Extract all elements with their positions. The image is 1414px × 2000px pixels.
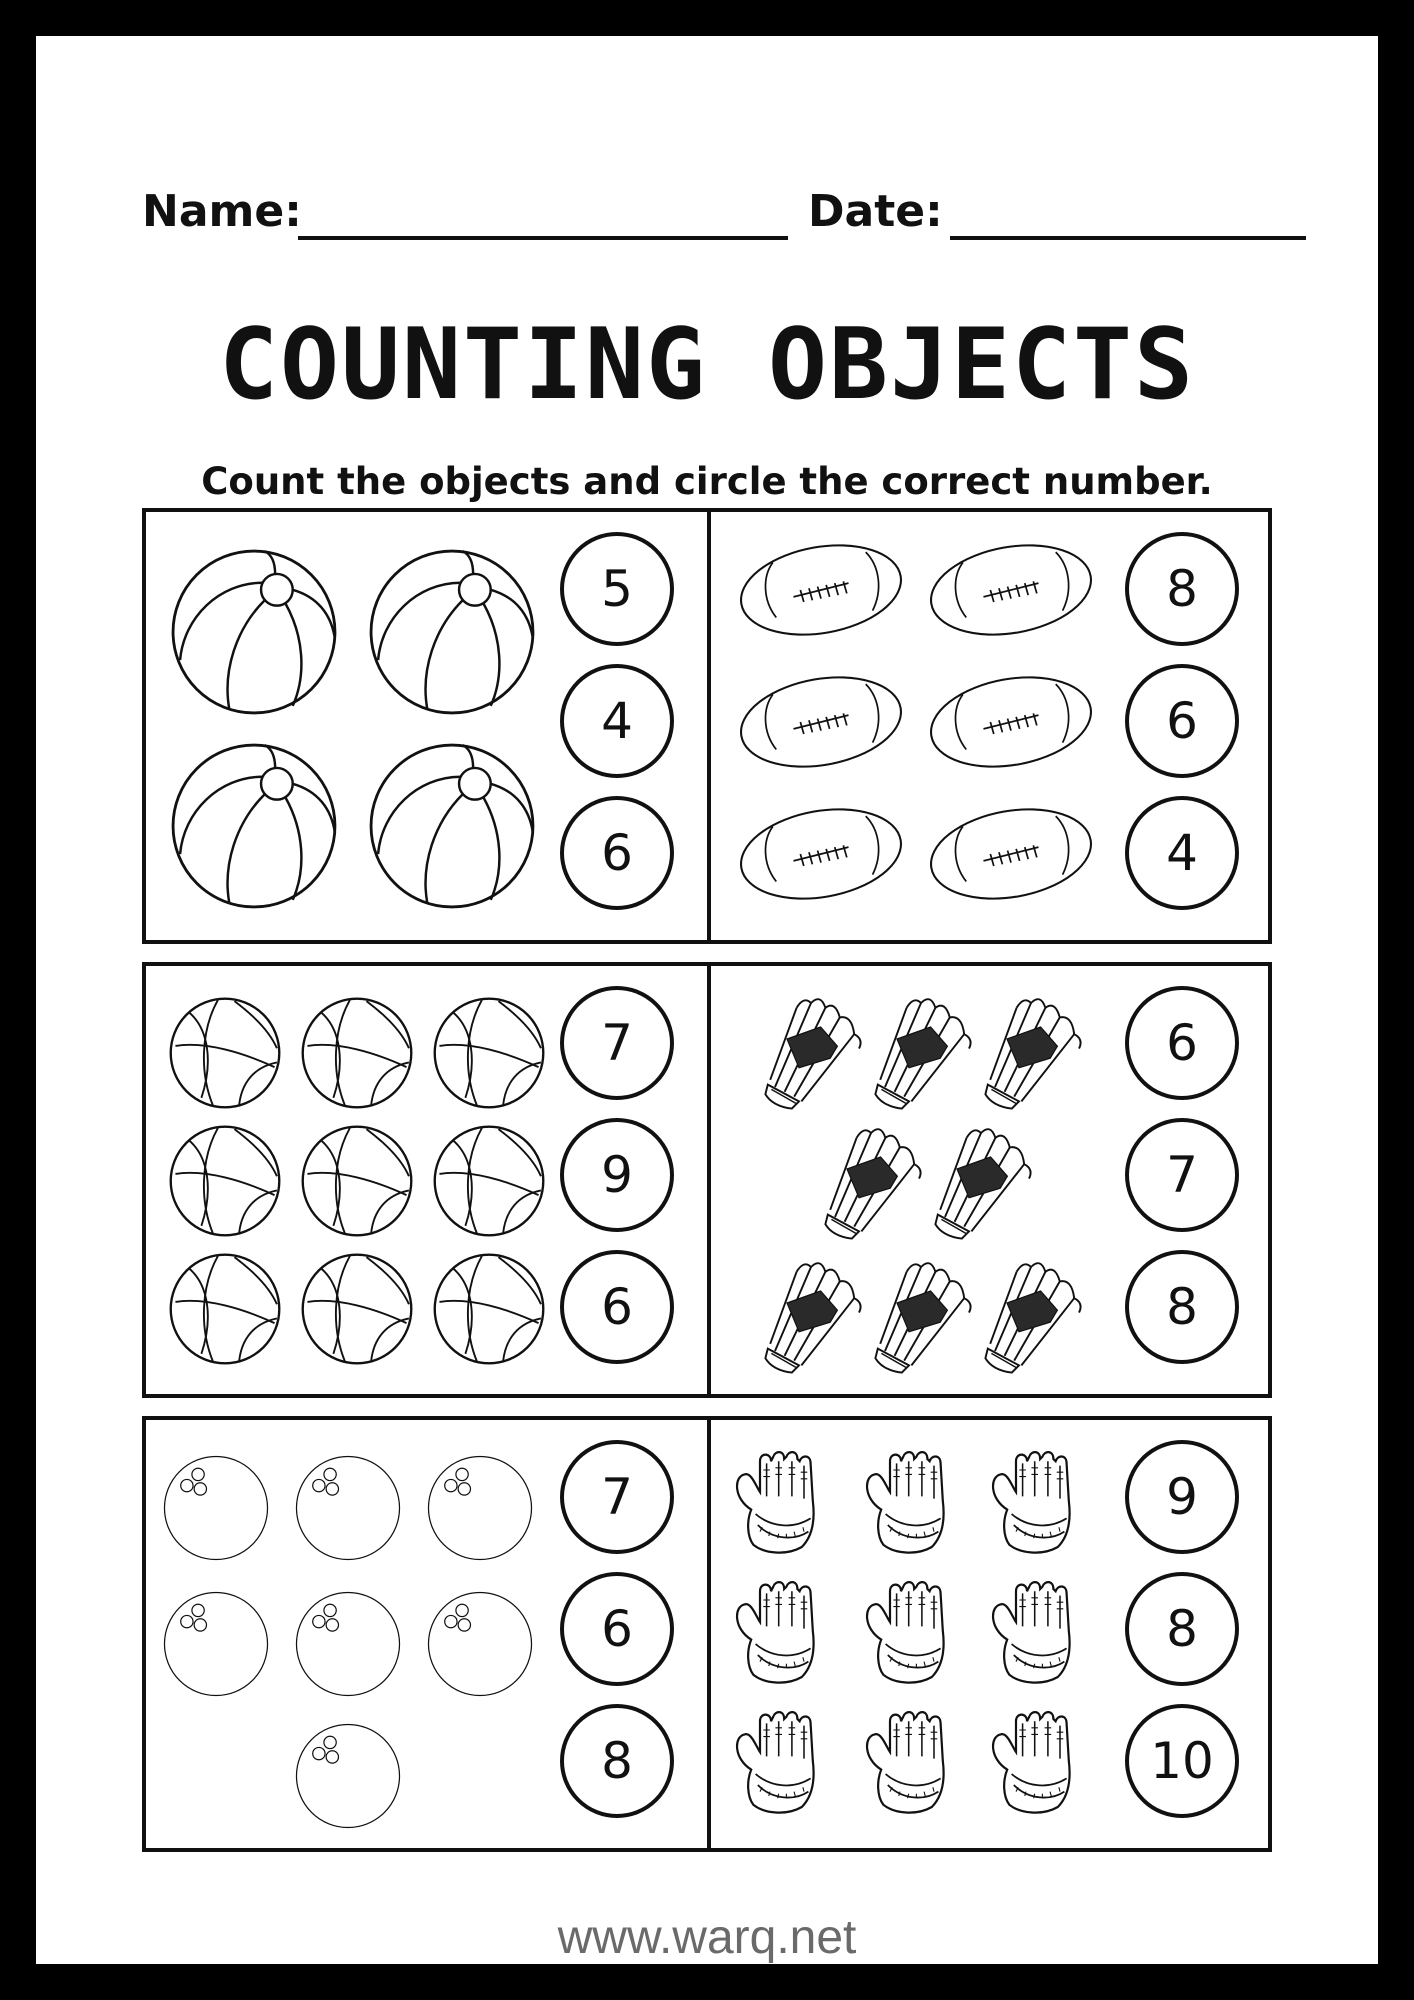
football-icon [735,802,907,906]
beach-ball-icon [166,544,342,720]
shuttlecock-icon [861,986,981,1116]
answer-choice[interactable]: 6 [1125,986,1239,1100]
date-field-line[interactable] [950,236,1306,240]
baseball-glove-icon [983,1448,1093,1558]
basketball-icon [298,1122,416,1240]
answer-choice[interactable]: 8 [1125,1572,1239,1686]
answer-choice[interactable]: 10 [1125,1704,1239,1818]
counting-panel-5 [146,1420,709,1848]
panel-row-2 [142,962,1272,1398]
shuttlecock-icon [971,986,1091,1116]
beach-ball-icon [364,544,540,720]
answer-choice[interactable]: 8 [1125,1250,1239,1364]
baseball-glove-icon [857,1578,967,1688]
shuttlecock-icon [971,1250,1091,1380]
bowling-ball-icon [160,1588,272,1700]
football-icon [925,538,1097,642]
counting-panel-2 [709,512,1272,940]
counting-panel-3 [146,966,709,1394]
baseball-glove-icon [983,1578,1093,1688]
counting-panel-4 [709,966,1272,1394]
shuttlecock-icon [861,1250,981,1380]
bowling-ball-icon [292,1452,404,1564]
bowling-ball-icon [292,1720,404,1832]
counting-panel-1 [146,512,709,940]
baseball-glove-icon [727,1448,837,1558]
answer-choice[interactable]: 9 [560,1118,674,1232]
football-icon [735,538,907,642]
answer-choice[interactable]: 5 [560,532,674,646]
answer-choice[interactable]: 6 [560,1572,674,1686]
answer-choice[interactable]: 4 [1125,796,1239,910]
baseball-glove-icon [727,1578,837,1688]
bowling-ball-icon [424,1452,536,1564]
basketball-icon [166,1250,284,1368]
name-label: Name: [142,186,302,237]
beach-ball-icon [166,738,342,914]
basketball-icon [430,1122,548,1240]
baseball-glove-icon [983,1708,1093,1818]
answer-choice[interactable]: 6 [560,1250,674,1364]
bowling-ball-icon [424,1588,536,1700]
bowling-ball-icon [160,1452,272,1564]
panel-row-3 [142,1416,1272,1852]
shuttlecock-icon [751,986,871,1116]
basketball-icon [430,994,548,1112]
answer-choice[interactable]: 8 [560,1704,674,1818]
answer-choice[interactable]: 7 [560,986,674,1100]
football-icon [925,802,1097,906]
answer-choice[interactable]: 7 [560,1440,674,1554]
basketball-icon [298,994,416,1112]
answer-choice[interactable]: 6 [560,796,674,910]
beach-ball-icon [364,738,540,914]
answer-choice[interactable]: 8 [1125,532,1239,646]
basketball-icon [166,994,284,1112]
answer-choice[interactable]: 4 [560,664,674,778]
shuttlecock-icon [921,1116,1041,1246]
date-label: Date: [808,186,943,237]
bowling-ball-icon [292,1588,404,1700]
basketball-icon [430,1250,548,1368]
football-icon [735,670,907,774]
baseball-glove-icon [857,1448,967,1558]
answer-choice[interactable]: 7 [1125,1118,1239,1232]
shuttlecock-icon [751,1250,871,1380]
football-icon [925,670,1097,774]
answer-choice[interactable]: 6 [1125,664,1239,778]
shuttlecock-icon [811,1116,931,1246]
worksheet-title: COUNTING OBJECTS [218,308,1195,422]
baseball-glove-icon [857,1708,967,1818]
basketball-icon [166,1122,284,1240]
footer-url: www.warq.net [557,1911,857,1964]
name-field-line[interactable] [298,236,788,240]
basketball-icon [298,1250,416,1368]
panel-row-1 [142,508,1272,944]
instructions: Count the objects and circle the correct number. [201,460,1213,503]
counting-panel-6 [709,1420,1272,1848]
answer-choice[interactable]: 9 [1125,1440,1239,1554]
baseball-glove-icon [727,1708,837,1818]
